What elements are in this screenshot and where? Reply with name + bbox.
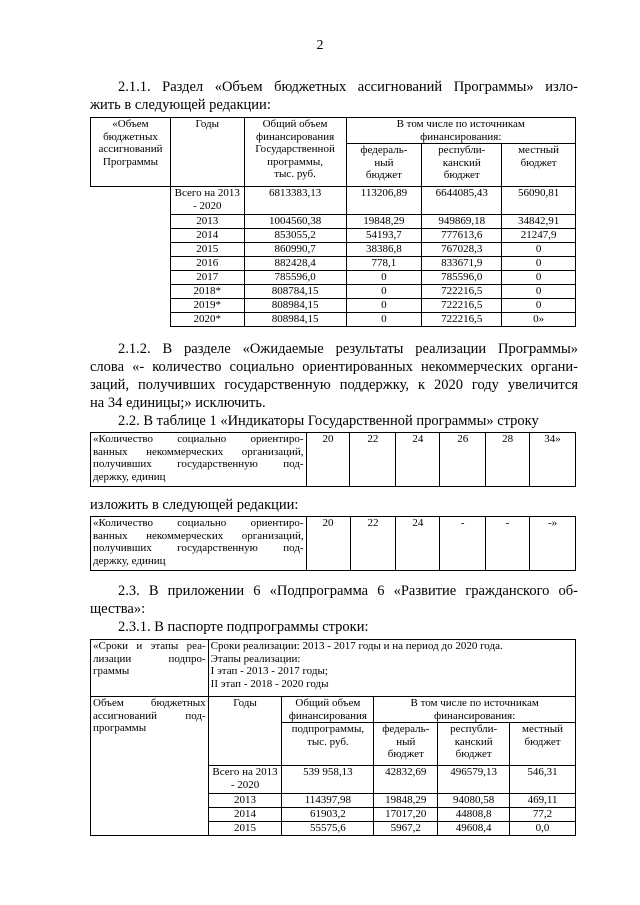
- t1-head-local: местный бюджет: [502, 144, 576, 187]
- paragraph-replace-intro: изложить в следующей редакции:: [90, 497, 299, 513]
- year-cell: 2018*: [170, 285, 244, 299]
- republic-cell: 833671,9: [422, 257, 502, 271]
- indicator-value: 34»: [530, 433, 576, 487]
- t4-terms-label: «Сроки и этапы реа- лизации подпро- граммы: [91, 640, 209, 697]
- total-cell: 808984,15: [244, 299, 346, 313]
- paragraph-2-1-1-line2: жить в следующей редакции:: [90, 97, 271, 113]
- indicator-value: 20: [306, 433, 350, 487]
- local-cell: 469,11: [510, 794, 576, 808]
- federal-cell: 54193,7: [346, 229, 422, 243]
- table-row: [91, 517, 576, 571]
- year-cell: Всего на 2013 - 2020: [170, 187, 244, 215]
- indicator-value: -: [486, 517, 530, 571]
- local-cell: 0: [502, 243, 576, 257]
- republic-cell: 722216,5: [422, 299, 502, 313]
- year-cell: 2013: [208, 794, 282, 808]
- paragraph-2-3-line2: щества»:: [90, 601, 146, 617]
- paragraph-2-1-2-line3: заций, получивших государственную поддержку, к 2020 году увеличится: [90, 377, 578, 393]
- indicator-value: 26: [440, 433, 486, 487]
- local-cell: 0: [502, 257, 576, 271]
- t1-head-sources: В том числе по источникам финансирования:: [346, 118, 576, 144]
- year-cell: 2016: [170, 257, 244, 271]
- federal-cell: 0: [346, 299, 422, 313]
- t4-head-federal: федераль- ный бюджет: [374, 723, 438, 766]
- republic-cell: 49608,4: [438, 822, 510, 836]
- total-cell: 1004560,38: [244, 215, 346, 229]
- t4-head-local: местный бюджет: [510, 723, 576, 766]
- local-cell: 0,0: [510, 822, 576, 836]
- total-cell: 55575,6: [282, 822, 374, 836]
- total-cell: 6813383,13: [244, 187, 346, 215]
- local-cell: 56090,81: [502, 187, 576, 215]
- total-cell: 539 958,13: [282, 766, 374, 794]
- republic-cell: 44808,8: [438, 808, 510, 822]
- local-cell: 34842,91: [502, 215, 576, 229]
- paragraph-2-1-2-line2: слова «- количество социально ориентированных некоммерческих органи-: [90, 359, 578, 375]
- year-cell: 2015: [208, 822, 282, 836]
- t4-head-sources: В том числе по источникам финансирования:: [374, 697, 576, 723]
- republic-cell: 949869,18: [422, 215, 502, 229]
- t1-empty-cell: [91, 187, 171, 327]
- t1-head-object: «Объем бюджетных ассигнований Программы: [91, 118, 171, 187]
- federal-cell: 5967,2: [374, 822, 438, 836]
- indicator-table-new: [90, 516, 576, 571]
- year-cell: 2013: [170, 215, 244, 229]
- subprogram-passport-table: [90, 639, 576, 836]
- table-row: [91, 433, 576, 487]
- indicator-label: «Количество социально ориентиро- ванных некоммерческих организаций, получивших государственную под- держку, единиц: [91, 433, 307, 487]
- republic-cell: 722216,5: [422, 313, 502, 327]
- indicator-value: -»: [530, 517, 576, 571]
- federal-cell: 42832,69: [374, 766, 438, 794]
- year-cell: 2015: [170, 243, 244, 257]
- total-cell: 860990,7: [244, 243, 346, 257]
- year-cell: 2019*: [170, 299, 244, 313]
- republic-cell: 722216,5: [422, 285, 502, 299]
- federal-cell: 0: [346, 271, 422, 285]
- federal-cell: 778,1: [346, 257, 422, 271]
- federal-cell: 19848,29: [374, 794, 438, 808]
- republic-cell: 767028,3: [422, 243, 502, 257]
- indicator-value: 24: [396, 433, 440, 487]
- paragraph-2-1-2-line1: 2.1.2. В разделе «Ожидаемые результаты реализации Программы»: [118, 341, 578, 357]
- federal-cell: 17017,20: [374, 808, 438, 822]
- table-row: [91, 187, 576, 215]
- total-cell: 882428,4: [244, 257, 346, 271]
- year-cell: 2017: [170, 271, 244, 285]
- year-cell: 2014: [208, 808, 282, 822]
- republic-cell: 6644085,43: [422, 187, 502, 215]
- total-cell: 853055,2: [244, 229, 346, 243]
- federal-cell: 0: [346, 285, 422, 299]
- republic-cell: 777613,6: [422, 229, 502, 243]
- federal-cell: 19848,29: [346, 215, 422, 229]
- local-cell: 0: [502, 271, 576, 285]
- local-cell: 0: [502, 299, 576, 313]
- federal-cell: 0: [346, 313, 422, 327]
- paragraph-2-1-2-line4: на 34 единицы;» исключить.: [90, 395, 266, 411]
- t1-head-total: Общий объем финансирования Государственной программы, тыс. руб.: [244, 118, 346, 187]
- local-cell: 0»: [502, 313, 576, 327]
- page-number: 2: [316, 38, 324, 53]
- paragraph-2-1-1-line1: 2.1.1. Раздел «Объем бюджетных ассигнований Программы» изло-: [118, 79, 578, 95]
- republic-cell: 496579,13: [438, 766, 510, 794]
- t1-head-federal: федераль- ный бюджет: [346, 144, 422, 187]
- t4-head-total-sub: подпрограммы, тыс. руб.: [282, 723, 374, 766]
- paragraph-2-3-line1: 2.3. В приложении 6 «Подпрограмма 6 «Развитие гражданского об-: [118, 583, 578, 599]
- republic-cell: 94080,58: [438, 794, 510, 808]
- total-cell: 114397,98: [282, 794, 374, 808]
- indicator-value: 22: [350, 517, 396, 571]
- total-cell: 808784,15: [244, 285, 346, 299]
- indicator-value: -: [440, 517, 486, 571]
- federal-cell: 113206,89: [346, 187, 422, 215]
- total-cell: 785596,0: [244, 271, 346, 285]
- year-cell: 2020*: [170, 313, 244, 327]
- local-cell: 21247,9: [502, 229, 576, 243]
- local-cell: 0: [502, 285, 576, 299]
- year-cell: 2014: [170, 229, 244, 243]
- t4-head-total: Общий объем финансирования: [282, 697, 374, 723]
- federal-cell: 38386,8: [346, 243, 422, 257]
- indicator-value: 20: [306, 517, 350, 571]
- t4-head-years: Годы: [208, 697, 282, 766]
- indicator-table-old: [90, 432, 576, 487]
- year-cell: Всего на 2013 - 2020: [208, 766, 282, 794]
- paragraph-2-3-1: 2.3.1. В паспорте подпрограммы строки:: [118, 619, 369, 635]
- indicator-value: 24: [396, 517, 440, 571]
- indicator-label: «Количество социально ориентиро- ванных некоммерческих организаций, получивших государственную под- держку, единиц: [91, 517, 307, 571]
- local-cell: 77,2: [510, 808, 576, 822]
- t4-terms-text: Сроки реализации: 2013 - 2017 годы и на период до 2020 года. Этапы реализации: I этап - 2013 - 2017 годы; II этап - 2018 - 2020 годы: [208, 640, 575, 697]
- t1-head-republic: республи- канский бюджет: [422, 144, 502, 187]
- paragraph-2-2: 2.2. В таблице 1 «Индикаторы Государственной программы» строку: [118, 413, 539, 429]
- budget-table-program: [90, 117, 576, 327]
- t4-budget-label: Объем бюджетных ассигнований под- программы: [91, 697, 209, 836]
- total-cell: 61903,2: [282, 808, 374, 822]
- indicator-value: 28: [486, 433, 530, 487]
- total-cell: 808984,15: [244, 313, 346, 327]
- t4-head-republic: республи- канский бюджет: [438, 723, 510, 766]
- t1-head-years: Годы: [170, 118, 244, 187]
- republic-cell: 785596,0: [422, 271, 502, 285]
- indicator-value: 22: [350, 433, 396, 487]
- local-cell: 546,31: [510, 766, 576, 794]
